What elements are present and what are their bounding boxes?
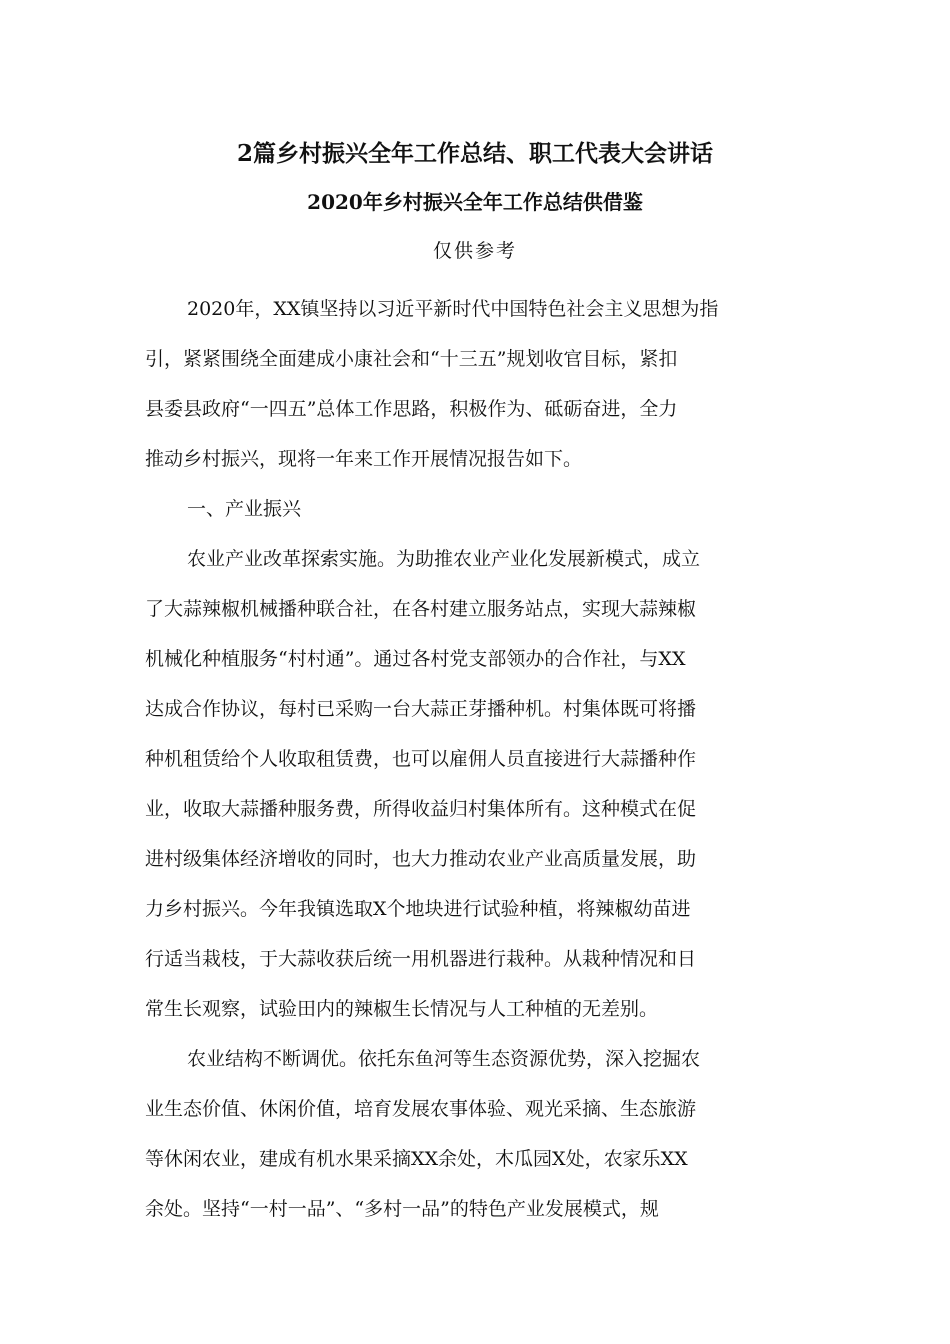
text-line: 等休闲农业，建成有机水果采摘XX余处，木瓜园X处，农家乐XX bbox=[145, 1148, 688, 1170]
text-line: 业，收取大蒜播种服务费，所得收益归村集体所有。这种模式在促 bbox=[145, 798, 697, 820]
section-heading: 一、产业振兴 bbox=[187, 498, 302, 520]
text-line: 业生态价值、休闲价值，培育发展农事体验、观光采摘、生态旅游 bbox=[145, 1098, 697, 1120]
document-title: 2篇乡村振兴全年工作总结、职工代表大会讲话 bbox=[236, 140, 713, 167]
text-line: 进村级集体经济增收的同时，也大力推动农业产业高质量发展，助 bbox=[145, 848, 697, 870]
text-line: 余处。坚持“一村一品”、“多村一品”的特色产业发展模式，规 bbox=[145, 1198, 659, 1220]
text-line: 达成合作协议，每村已采购一台大蒜正芽播种机。村集体既可将播 bbox=[145, 698, 697, 720]
text-line: 农业产业改革探索实施。为助推农业产业化发展新模式，成立 bbox=[187, 548, 701, 570]
text-line: 种机租赁给个人收取租赁费，也可以雇佣人员直接进行大蒜播种作 bbox=[145, 748, 697, 770]
document-subtitle: 2020年乡村振兴全年工作总结供借鉴 bbox=[307, 190, 643, 214]
text-line: 行适当栽枝，于大蒜收获后统一用机器进行栽种。从栽种情况和日 bbox=[145, 948, 697, 970]
text-line: 县委县政府“一四五”总体工作思路，积极作为、砥砺奋进，全力 bbox=[145, 398, 678, 420]
document-body bbox=[145, 284, 801, 1234]
text-line: 常生长观察，试验田内的辣椒生长情况与人工种植的无差别。 bbox=[145, 998, 659, 1020]
text-line: 机械化种植服务“村村通”。通过各村党支部领办的合作社，与XX bbox=[145, 648, 686, 670]
text-line: 农业结构不断调优。依托东鱼河等生态资源优势，深入挖掘农 bbox=[187, 1048, 701, 1070]
text-line: 了大蒜辣椒机械播种联合社，在各村建立服务站点，实现大蒜辣椒 bbox=[145, 598, 697, 620]
text-line: 力乡村振兴。今年我镇选取X个地块进行试验种植，将辣椒幼苗进 bbox=[145, 898, 691, 920]
reference-note: 仅供参考 bbox=[432, 240, 517, 262]
text-line: 2020年，XX镇坚持以习近平新时代中国特色社会主义思想为指 bbox=[187, 298, 719, 320]
text-line: 引，紧紧围绕全面建成小康社会和“十三五”规划收官目标，紧扣 bbox=[145, 348, 678, 370]
text-line: 推动乡村振兴，现将一年来工作开展情况报告如下。 bbox=[145, 448, 583, 470]
